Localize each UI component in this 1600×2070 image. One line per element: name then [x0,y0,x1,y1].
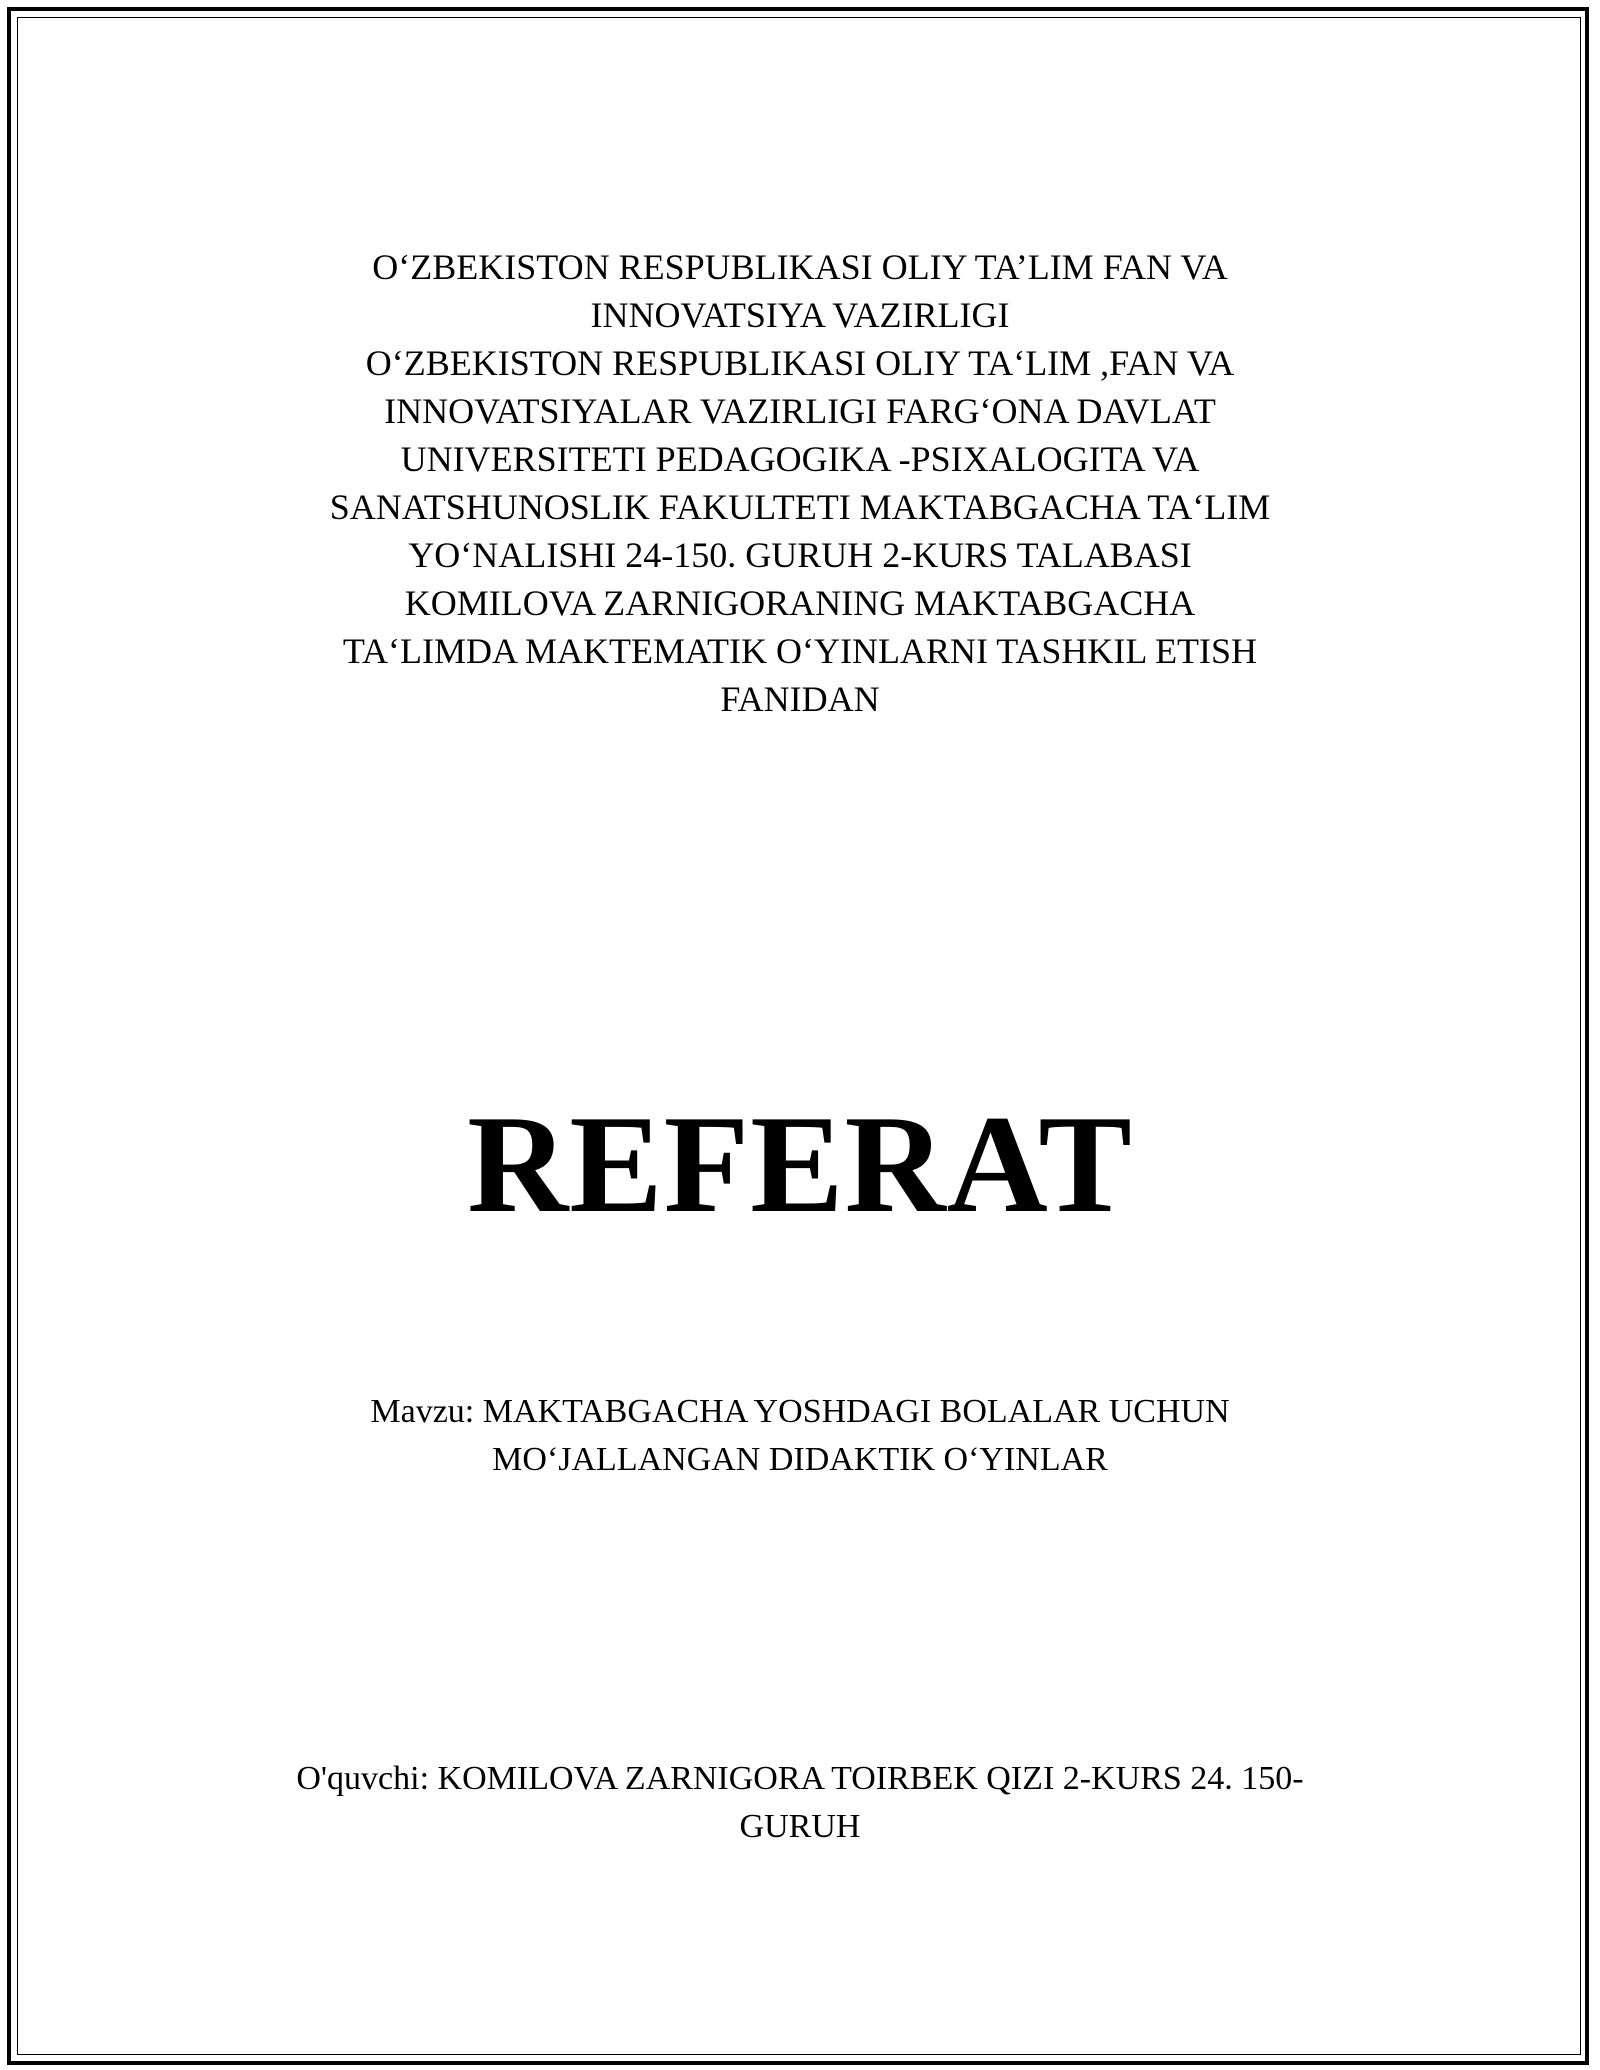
header-line: UNIVERSITETI PEDAGOGIKA -PSIXALOGITA VA [400,439,1200,479]
topic-line: MO‘JALLANGAN DIDAKTIK O‘YINLAR [492,1441,1108,1478]
header-line: YO‘NALISHI 24-150. GURUH 2-KURS TALABASI [408,535,1192,575]
header-line: FANIDAN [720,679,880,719]
student-line: O'quvchi: KOMILOVA ZARNIGORA TOIRBEK QIZI 2-KURS 24. 150- [296,1760,1304,1797]
student-line: GURUH [739,1808,861,1845]
header-line: O‘ZBEKISTON RESPUBLIKASI OLIY TA‘LIM ,FAN VA [365,343,1235,383]
document-title: REFERAT [467,1087,1133,1242]
header-line: INNOVATSIYA VAZIRLIGI [590,295,1010,335]
topic-block [220,1388,1380,1484]
header-line: INNOVATSIYALAR VAZIRLIGI FARG‘ONA DAVLAT [384,391,1216,431]
topic-line: Mavzu: MAKTABGACHA YOSHDAGI BOLALAR UCHUN [370,1393,1230,1430]
institution-header [220,243,1380,723]
student-block [200,1755,1400,1851]
header-line: KOMILOVA ZARNIGORANING MAKTABGACHA [404,583,1196,623]
header-line: O‘ZBEKISTON RESPUBLIKASI OLIY TA’LIM FAN VA [372,247,1228,287]
header-line: TA‘LIMDA MAKTEMATIK O‘YINLARNI TASHKIL ETISH [342,631,1258,671]
header-line: SANATSHUNOSLIK FAKULTETI MAKTABGACHA TA‘LIM [329,487,1271,527]
